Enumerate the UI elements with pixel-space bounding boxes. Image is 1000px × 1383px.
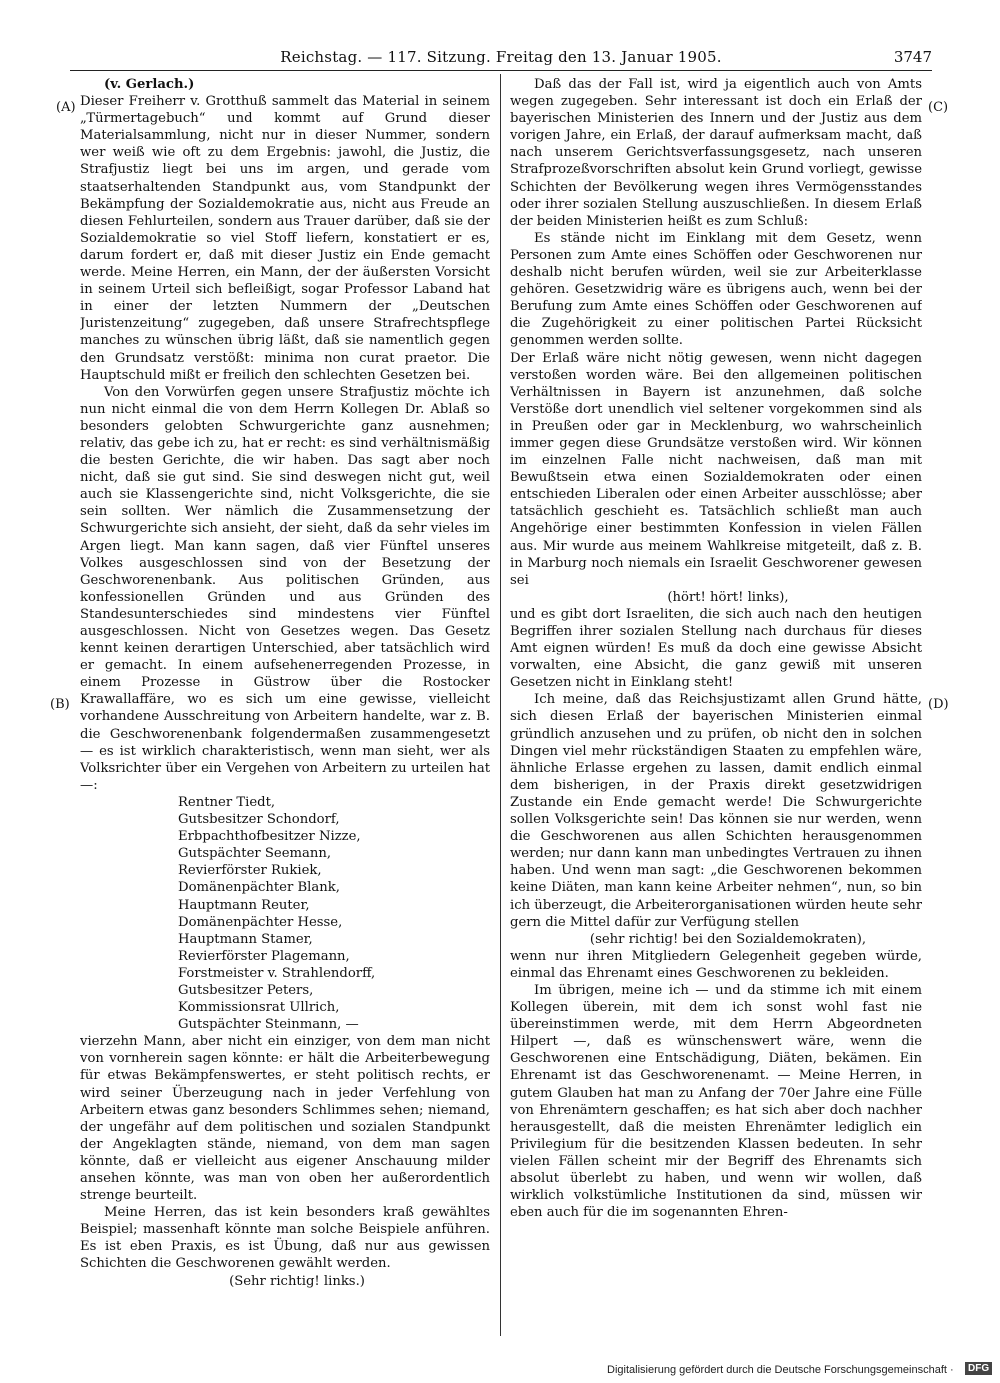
interjection: (Sehr richtig! links.)	[229, 1273, 365, 1289]
jury-member: Hauptmann Reuter,	[178, 897, 310, 913]
jury-member: Domänenpächter Hesse,	[178, 914, 343, 930]
jury-member: Domänenpächter Blank,	[178, 880, 340, 896]
column-divider	[500, 74, 501, 1336]
jury-member: Revierförster Plagemann,	[178, 948, 350, 964]
jury-member: Gutspächter Steinmann, —	[178, 1017, 359, 1033]
jury-list	[80, 794, 490, 1033]
page-header	[70, 48, 932, 71]
paragraph: und es gibt dort Israeliten, die sich auch nach den heutigen Begriffen ihrer sozialen Stellung nach durchaus für dieses Amt eignen würden! Es muß da doch eine gewisse Absicht vorwalten, eine Absicht, die ganz gewiß mit unseren Gesetzen nicht in Einklang steht!	[510, 606, 922, 691]
margin-marker-a: (A)	[56, 100, 76, 115]
jury-member: Erbpachthofbesitzer Nizze,	[178, 829, 361, 845]
jury-member: Rentner Tiedt,	[178, 794, 276, 810]
jury-member: Gutsbesitzer Schondorf,	[178, 812, 340, 828]
block-quote: Es stände nicht im Einklang mit dem Gesetz, wenn Personen zum Amte eines Schöffen oder Geschworenen nur deshalb nicht berufen würden, weil sie zur Arbeiterklasse gehören. Gesetzwidrig wäre es übrigens auch, wenn bei der Berufung zum Amte eines Schöffen oder Geschworenen auf die Zugehörigkeit zu einer politischen Partei Rücksicht genommen werden sollte.	[510, 230, 922, 349]
paragraph: Ich meine, daß das Reichsjustizamt allen Grund hätte, sich diesen Erlaß der bayerischen Ministerien einmal gründlich anzusehen und zu prüfen, ob nicht den in solchen Dingen viel mehr rückständigen Staaten zu empfehlen wäre, ähnliche Erlasse ergehen zu lassen, damit endlich einmal dem bisherigen, in der Praxis direkt gesetzwidrigen Zustande ein Ende gemacht werde! Die Schwurgerichte sollen Volksgerichte sein! Das können sie nur werden, wenn die Geschworenen aus allen Schichten herausgenommen werden; nur dann kann man unbedingtes Vertrauen zu ihnen haben. Und wenn man sagt: „die Geschworenen bekommen keine Diäten, man kann keine Arbeiter nehmen“, nun, so bin ich überzeugt, die Arbeiterorganisationen würden heute sehr gern die Mittel dafür zur Verfügung stellen	[510, 692, 922, 930]
jury-member: Gutspächter Seemann,	[178, 846, 332, 862]
jury-member: Gutsbesitzer Peters,	[178, 982, 314, 998]
right-column	[510, 76, 922, 1338]
header-title: Reichstag. — 117. Sitzung. Freitag den 13. Januar 1905.	[280, 48, 722, 66]
interjection: (hört! hört! links),	[667, 589, 789, 605]
left-column	[80, 76, 490, 1338]
paragraph: vierzehn Mann, aber nicht ein einziger, von dem man nicht von vornherein sagen könnte: er hält die Arbeiterbewegung für etwas Bekämpfenswertes, er steht politisch rechts, er wird seiner Überzeugung nach in jeder Verfehlung von Arbeitern etwas ganz besonders Schlimmes sehen; niemand, der ungefähr auf dem politischen und sozialen Standpunkt der Angeklagten stände, niemand, von dem man sagen könnte, daß er vielleicht aus eigener Anschauung milder ansehen könnte, was man von oben her außerordentlich strenge beurteilt.	[80, 1034, 490, 1204]
paragraph: Dieser Freiherr v. Grotthuß sammelt das Material in seinem „Türmertagebuch“ und kommt auf Grund dieser Materialsammlung, nicht nur in dieser Nummer, sondern wer weiß wie oft zu dem Ergebnis: jawohl, die Justiz, die Strafjustiz liegt bei uns im argen, und gerade vom staatserhaltenden Standpunkt aus, vom Standpunkt der Bekämpfung der Sozialdemokratie aus, nicht aus Freude an diesen Fehlurteilen, sondern aus Trauer darüber, daß sie der Sozialdemokratie so viel Stoff liefern, konstatiert er es, darum fordert er, daß mit dieser Justiz ein Ende gemacht werde. Meine Herren, ein Mann, der der äußersten Vorsicht in seinem Urteil sich befleißigt, sogar Professor Laband hat in einer der letzten Nummern der „Deutschen Juristenzeitung“ zugegeben, daß unsere Strafrechtspflege manches zu wünschen übrig läßt, daß sie namentlich gegen den Grundsatz verstößt: minima non curat praetor. Die Hauptschuld mißt er freilich den schlechten Gesetzen bei.	[80, 94, 490, 383]
margin-marker-b: (B)	[50, 697, 70, 712]
jury-member: Hauptmann Stamer,	[178, 931, 313, 947]
page-number: 3747	[893, 48, 932, 66]
jury-member: Kommissionsrat Ullrich,	[178, 1000, 340, 1016]
interjection: (sehr richtig! bei den Sozialdemokraten),	[589, 931, 867, 947]
margin-marker-d: (D)	[928, 697, 949, 712]
margin-marker-c: (C)	[928, 100, 949, 115]
paragraph: Von den Vorwürfen gegen unsere Strafjustiz möchte ich nun nicht einmal die von dem Herrn Kollegen Dr. Ablaß so besonders gelobten Schwurgerichte ganz ausnehmen; relativ, das gebe ich zu, hat er recht: es sind verhältnismäßig die besten Gerichte, die wir haben. Das sagt aber noch nicht, daß sie gut sind. Sie sind deswegen nicht gut, weil auch sie Klassengerichte sind, nicht Volksgerichte, die sie sein sollten. Wer nämlich die Zusammensetzung der Schwurgerichte sich ansieht, der sieht, daß da sehr vieles im Argen liegt. Man kann sagen, daß vier Fünftel unseres Volkes ausgeschlossen sind von der Besetzung der Geschworenenbank. Aus politischen Gründen, aus konfessionellen Gründen und aus Gründen des Standesunterschiedes sind mindestens vier Fünftel ausgeschlossen. Nicht von Gesetzes wegen. Das Gesetz kennt keinen derartigen Unterschied, aber tatsächlich wird er gemacht. In einem aufsehenerregenden Prozesse, in einem Prozesse in Güstrow über die Rostocker Krawallaffäre, wo es sich um eine gewisse, vielleicht vorhandene Ausschreitung von Arbeitern handelte, war z. B. die Geschworenenbank folgendermaßen zusammengesetzt — es ist wirklich charakteristisch, wenn man sieht, wer als Volksrichter über ein Vergehen von Arbeitern zu urteilen hat —:	[80, 384, 490, 793]
paragraph: Im übrigen, meine ich — und da stimme ich mit einem Kollegen überein, mit dem ich sonst wohl fast nie übereinstimmen werde, mit dem Herrn Abgeordneten Hilpert —, daß es wünschenswert wäre, wenn die Geschworenen eine Entschädigung, Diäten, bekämen. Ein Ehrenamt ist das Geschworenenamt. — Meine Herren, in gutem Glauben hat man zu Anfang der 70er Jahre eine Fülle von Ehrenämtern geschaffen; es hat sich aber doch nachher herausgestellt, daß die meisten Ehrenämter lediglich ein Privilegium für die besitzenden Klassen bedeuten. In sehr vielen Fällen scheint mir der Begriff des Ehrenamts sich absolut überlebt zu haben, und wenn wir wollen, daß wirklich volkstümliche Institutionen da sind, müssen wir eben auch für die im sogenannten Ehren-	[510, 982, 922, 1221]
paragraph: wenn nur ihren Mitgliedern Gelegenheit gegeben würde, einmal das Ehrenamt eines Geschworenen zu bekleiden.	[510, 948, 922, 981]
paragraph: Meine Herren, das ist kein besonders kraß gewähltes Beispiel; massenhaft könnte man solche Beispiele anführen. Es ist eben Praxis, es ist Übung, daß nur aus gewissen Schichten die Geschworenen gewählt werden.	[80, 1205, 490, 1272]
paragraph: Der Erlaß wäre nicht nötig gewesen, wenn nicht dagegen verstoßen worden wäre. Bei den allgemeinen politischen Verhältnissen in Bayern ist anzunehmen, daß solche Verstöße dort unendlich viel seltener vorgekommen sind als in Preußen oder gar in Mecklenburg, wo wahrscheinlich immer gegen diese Grundsätze verstoßen wird. Wir können im einzelnen Falle nicht nachweisen, daß man mit Bewußtsein etwa einen Sozialdemokraten oder einen entschieden Liberalen oder einen Arbeiter ausschlösse; aber tatsächlich geschieht es. Tatsächlich schließt man auch Angehörige einer bestimmten Konfession in vielen Fällen aus. Mir wurde aus meinem Wahlkreise mitgeteilt, daß z. B. in Marburg noch niemals ein Israelit Geschworener gewesen sei	[510, 350, 922, 588]
speaker-name: (v. Gerlach.)	[104, 77, 195, 92]
jury-member: Forstmeister v. Strahlendorff,	[178, 965, 376, 981]
jury-member: Revierförster Rukiek,	[178, 863, 322, 879]
paragraph: Daß das der Fall ist, wird ja eigentlich auch von Amts wegen zugegeben. Sehr interessant ist doch ein Erlaß der bayerischen Ministerien des Innern und der Justiz aus dem vorigen Jahre, ein Erlaß, der darauf aufmerksam macht, daß nach unserem Gerichtsverfassungsgesetz, nach unseren Strafprozeßvorschriften absolut kein Grund vorliegt, gewisse Schichten der Bevölkerung wegen ihres Vermögensstandes oder ihrer sozialen Stellung auszuschließen. In diesem Erlaß der beiden Ministerien heißt es zum Schluß:	[510, 77, 922, 229]
digitization-credit: Digitalisierung gefördert durch die Deutsche Forschungsgemeinschaft ·	[607, 1364, 954, 1376]
dfg-logo: DFG	[965, 1362, 992, 1375]
